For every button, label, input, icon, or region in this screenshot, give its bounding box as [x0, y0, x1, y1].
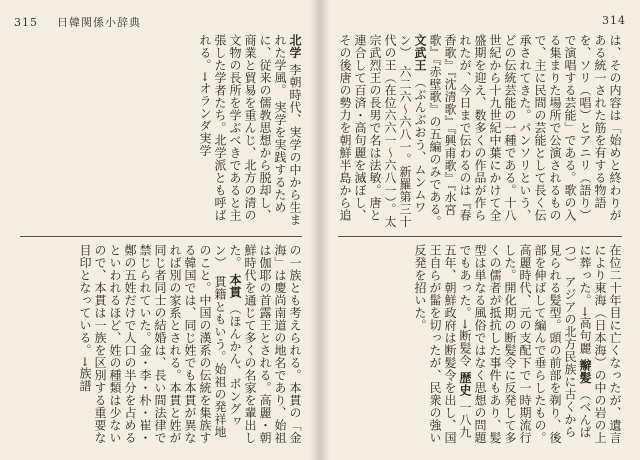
entry-lead-hokugaku: 李朝時代、実学の中から生まれた学風。 — [273, 34, 302, 226]
left-upper-column — [20, 34, 302, 230]
entry-heading-honkan: 本貫 — [228, 273, 242, 299]
left-page-header — [14, 14, 141, 30]
left-column-divider — [20, 236, 302, 237]
entry-body-benpatsu: （べんぱつ） アジアの北方民族に古くから見られる髪型。頭の前部を剃り、後部を伸ばして編んで垂らしたもの。高麗時代、元の支配下で一時期流行した。開化期の断髪令に反発して多くの儒者が抵抗した事件もあり、髪型は単なる風俗ではなく思想の問題でもあった。→断髪令 — [458, 244, 592, 444]
entry-heading-rekishi: 歴史 — [458, 371, 472, 397]
right-page-number: 314 — [602, 14, 626, 27]
right-page-header — [602, 14, 626, 27]
left-page-number: 315 — [14, 16, 38, 29]
right-column-divider — [338, 236, 622, 237]
entry-body-pansori: は、その内容は「始めと終わりがある統一された筋を有する物語を、ソリ（唱）とアニリ（語り）で演唱する芸能」である。歌の入る集まりた場所で公演されるもので、主に民間の芸能として長く伝承されてきた。パンソリという、どの伝統芸能の一種である。十八世紀から十九世紀中葉にかけて全盛期を迎え、数多くの作品が作られたが、今日まで伝わるのは『春香歌』『沈清歌』『興甫歌』『水宮歌』『赤壁歌』の五編のみである。 — [428, 34, 622, 228]
entry-body-continued: 在位二十年目に亡くなったが、遺言により東海（日本海）の中の岩の上に葬った。→高句麗 — [578, 244, 622, 444]
entry-heading-benpatsu: 辮髪 — [578, 358, 592, 384]
entry-body-rekishi: 一八九五年、朝鮮政府は断髪令を出し、国王自らが髷を切ったが、民衆の強い反発を招いた。 — [413, 244, 472, 444]
entry-heading-hokugaku: 北学 — [288, 34, 302, 59]
entry-body-middle: の一族とも考えられる。本貫の「金海」は慶尚南道の地名であり、始祖は伽耶の首露王とされる。高麗・朝鮮時代を通じて多くの名家を輩出した。 — [228, 244, 302, 444]
right-lower-column — [338, 244, 622, 444]
entry-body-honkan: （ほんかん、ボングヮン） 貫籍ともいう。始祖の発祥地のこと。中国の漢系の伝統を集族する韓国では、同じ姓でも本貫が異なれば別の家系とされる。本貫と姓が同じ者同士の結婚は、長い間法律で禁じられていた。金・李・朴・崔・鄭の五姓だけで人口の半分を占めるといわれるほど、姓の種類は少ないので、本貫は一族を区別する重要な目印となっている。→族譜 — [78, 244, 242, 444]
left-lower-column — [20, 244, 302, 444]
left-running-title: 日韓関係小辞典 — [57, 16, 141, 29]
entry-heading-bunbuo: 文武王 — [413, 34, 427, 72]
entry-body-bunbuo: （ぶんぶおう、ムンムワン） 六二六～六八一。新羅第三十代の王（在位六六一～六八一）。太宗武烈王の長男で名は法敏。唐と連合して百済・高句麗を滅ぼし、その後唐の勢力を朝鮮半島から追 — [338, 34, 427, 228]
entry-body-hokugaku: 実学を実践するために、従来の儒教思想から脱却し、商業と貿易を重んじ、北方の清の文物の長所を学ぶべきであると主張した学者たち。北学派とも呼ばれる。→オランダ実学 — [198, 34, 287, 222]
right-upper-column — [338, 34, 622, 230]
book-gutter — [310, 0, 330, 460]
right-page — [320, 0, 640, 460]
